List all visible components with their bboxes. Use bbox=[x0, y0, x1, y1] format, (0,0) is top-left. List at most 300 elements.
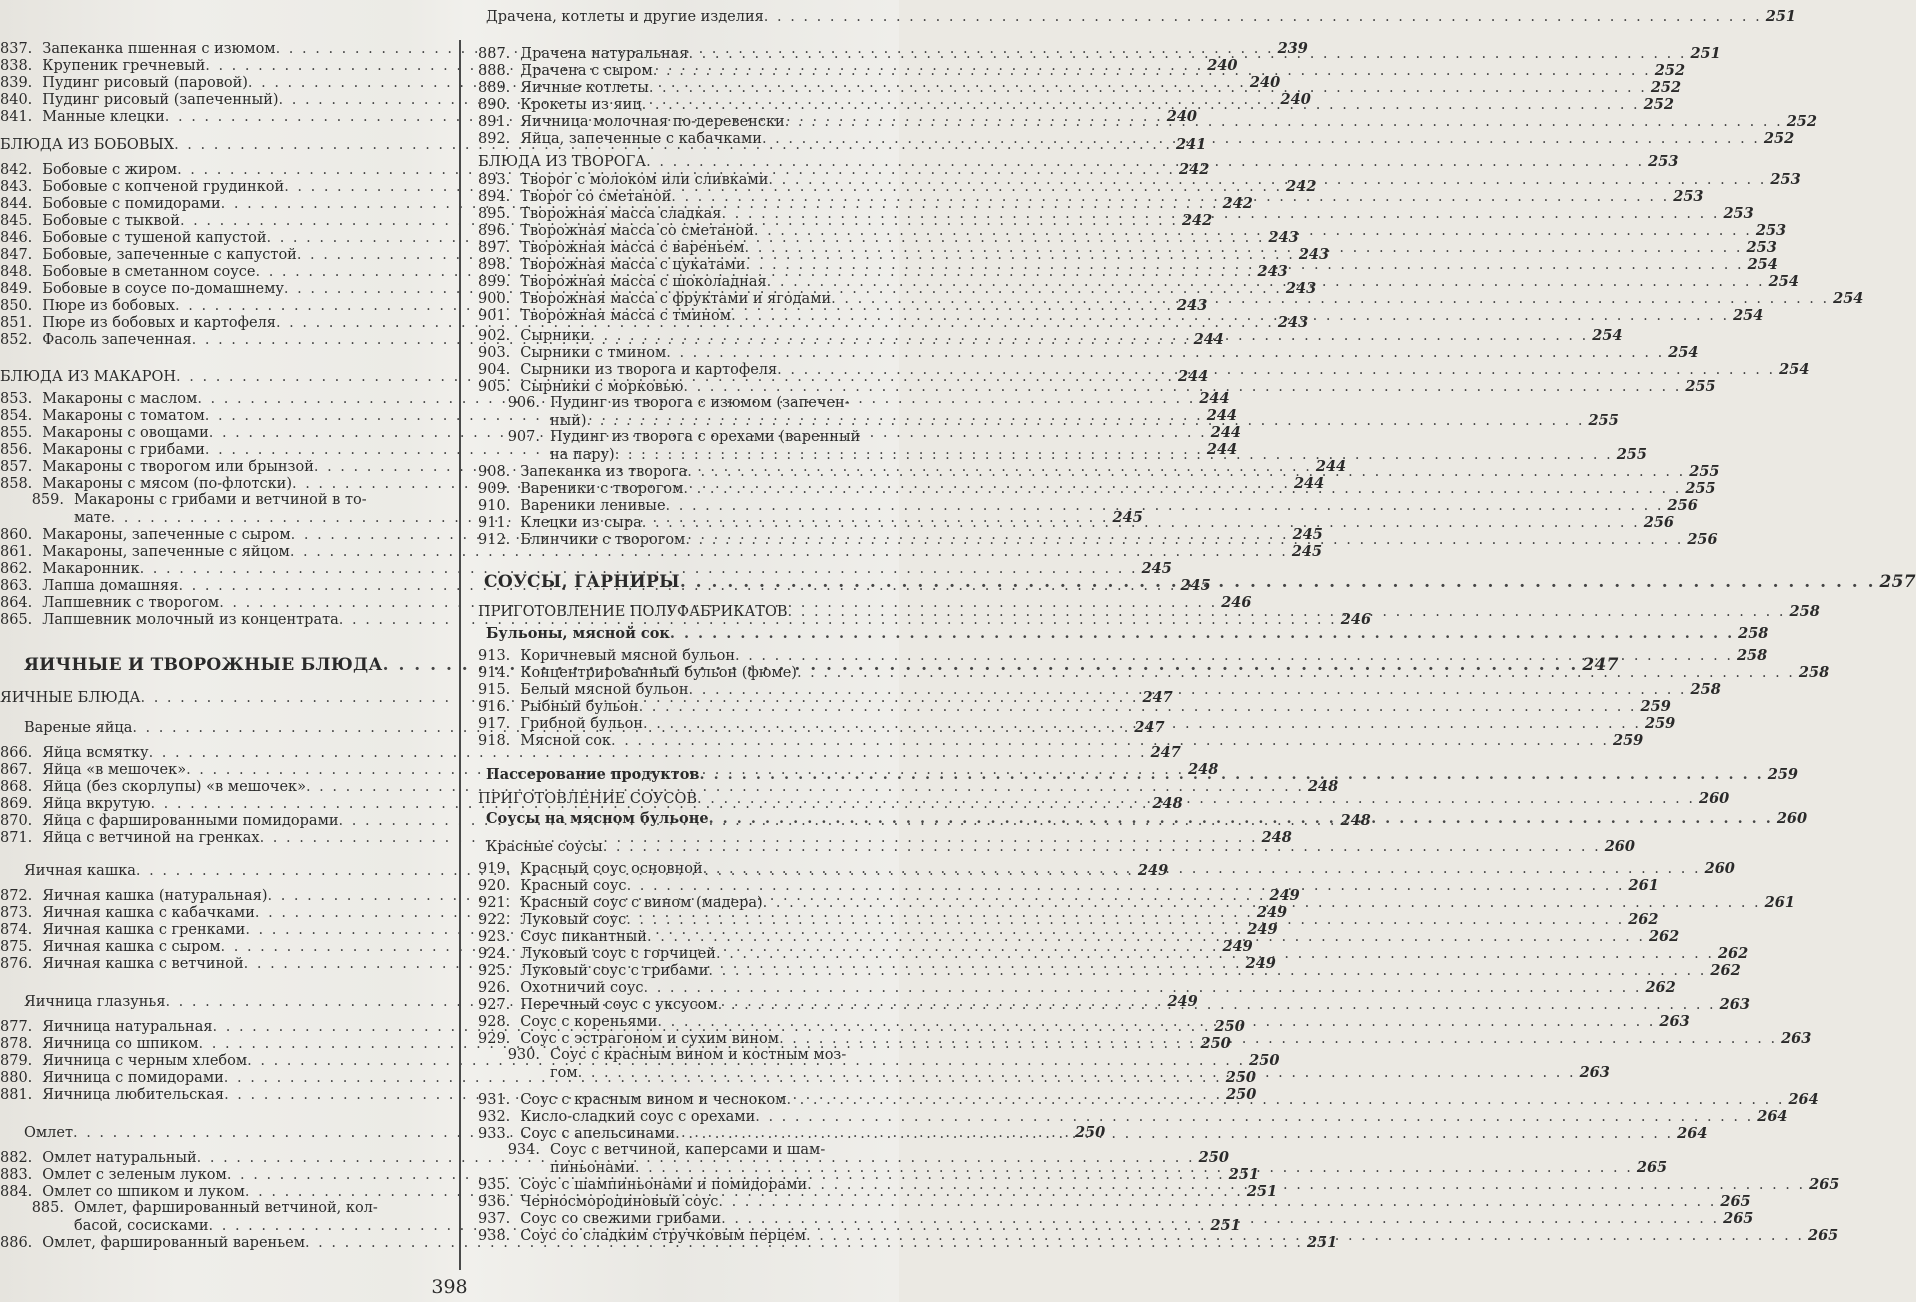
entry-title: Соусы на мясном бульоне bbox=[486, 810, 709, 827]
entry-number: 839. bbox=[0, 75, 33, 91]
entry-number: 876. bbox=[0, 956, 33, 972]
entry-title: Сырники из творога и картофеля bbox=[520, 362, 778, 378]
entry-title: Омлет, фаршированный ветчиной, кол- bbox=[74, 1200, 378, 1216]
entry-page-number: 251 bbox=[1228, 1166, 1260, 1183]
entry-number: 894. bbox=[478, 189, 511, 205]
entry-number: 838. bbox=[0, 58, 33, 74]
entry-number: 870. bbox=[0, 813, 33, 829]
entry-number: 930. bbox=[507, 1047, 540, 1063]
entry-page-number: 245 bbox=[1180, 577, 1211, 594]
entry-title: Творожная масса с шоколадная bbox=[520, 274, 767, 290]
entry-page-number: 254 bbox=[1768, 273, 1799, 290]
entry-title: Пассерование продуктов bbox=[486, 766, 700, 783]
entry-title: Бобовые с помидорами bbox=[42, 196, 221, 212]
entry-title: Яичная кашка с кабачками bbox=[42, 905, 255, 921]
entry-title: Пудинг рисовый (паровой) bbox=[42, 75, 248, 91]
leader-dots bbox=[697, 791, 1695, 808]
entry-number: 910. bbox=[478, 498, 511, 514]
entry-number: 893. bbox=[478, 172, 511, 188]
leader-dots bbox=[590, 328, 1588, 345]
leader-dots bbox=[768, 172, 1766, 189]
entry-number: 923. bbox=[478, 929, 511, 945]
entry-title: Макароны с грибами bbox=[42, 442, 205, 458]
toc-entry bbox=[478, 1047, 899, 1064]
entry-number: 909. bbox=[478, 481, 511, 497]
entry-page-number: 249 bbox=[1256, 904, 1288, 921]
entry-page-number: 256 bbox=[1687, 531, 1718, 548]
entry-number: 921. bbox=[478, 895, 511, 911]
leader-dots bbox=[762, 131, 1760, 148]
toc-subsection-heading bbox=[478, 8, 1797, 26]
entry-title: гом bbox=[550, 1065, 578, 1081]
entry-title: Манные клецки bbox=[42, 109, 165, 125]
entry-title: Драчена, котлеты и другие изделия bbox=[486, 9, 764, 25]
entry-page-number: 245 bbox=[1291, 543, 1323, 560]
entry-number: 849. bbox=[0, 281, 33, 297]
entry-page-number: 241 bbox=[1176, 136, 1207, 153]
entry-number: 892. bbox=[478, 131, 511, 147]
entry-page-number: 265 bbox=[1720, 1193, 1751, 1210]
entry-page-number: 247 bbox=[1134, 719, 1165, 736]
toc-entry bbox=[0, 778, 1339, 796]
entry-title: Красные соусы bbox=[486, 839, 603, 855]
entry-number: 938. bbox=[478, 1228, 511, 1244]
entry-page-number: 251 bbox=[1306, 1234, 1338, 1251]
leader-dots bbox=[666, 345, 1664, 362]
entry-page-number: 260 bbox=[1604, 838, 1635, 855]
entry-number: 869. bbox=[0, 796, 33, 812]
entry-title: мате bbox=[74, 510, 111, 526]
leader-dots bbox=[721, 1211, 1719, 1228]
leader-dots bbox=[643, 716, 1641, 733]
entry-page-number: 247 bbox=[1582, 655, 1619, 675]
entry-number: 854. bbox=[0, 408, 33, 424]
entry-page-number: 250 bbox=[1214, 1018, 1245, 1035]
leader-dots bbox=[767, 274, 1765, 291]
entry-page-number: 250 bbox=[1074, 1124, 1106, 1141]
entry-title: Пудинг рисовый (запеченный) bbox=[42, 92, 279, 108]
entry-page-number: 258 bbox=[1736, 647, 1768, 664]
entry-number: 933. bbox=[478, 1126, 511, 1142]
entry-page-number: 244 bbox=[1206, 441, 1238, 458]
entry-page-number: 254 bbox=[1833, 290, 1864, 307]
entry-page-number: 262 bbox=[1648, 928, 1680, 945]
entry-number: 934. bbox=[507, 1142, 540, 1158]
entry-page-number: 263 bbox=[1719, 996, 1750, 1013]
entry-page-number: 242 bbox=[1179, 161, 1210, 178]
entry-page-number: 243 bbox=[1285, 280, 1317, 297]
entry-title: Красный соус с вином (мадера) bbox=[520, 895, 763, 911]
entry-title: Омлет, фаршированный вареньем bbox=[42, 1235, 305, 1251]
entry-page-number: 243 bbox=[1268, 229, 1299, 246]
leader-dots bbox=[745, 240, 1743, 257]
entry-number: 895. bbox=[478, 206, 511, 222]
entry-title: Яичная кашка с ветчиной bbox=[42, 956, 244, 972]
leader-dots bbox=[647, 929, 1645, 946]
entry-number: 912. bbox=[478, 532, 511, 548]
entry-title: Яйца с фаршированными помидорами bbox=[42, 813, 339, 829]
entry-page-number: 244 bbox=[1315, 458, 1347, 475]
entry-title: СОУСЫ, ГАРНИРЫ bbox=[484, 572, 680, 592]
entry-page-number: 253 bbox=[1770, 171, 1801, 188]
leader-dots bbox=[635, 1160, 1633, 1177]
entry-page-number: 258 bbox=[1738, 625, 1769, 642]
entry-page-number: 258 bbox=[1789, 603, 1820, 620]
entry-page-number: 245 bbox=[1112, 509, 1143, 526]
entry-page-number: 240 bbox=[1280, 91, 1311, 108]
entry-page-number: 254 bbox=[1747, 256, 1778, 273]
entry-title: Фасоль запеченная bbox=[42, 332, 192, 348]
entry-title: Сырники с тмином bbox=[520, 345, 667, 361]
entry-page-number: 255 bbox=[1616, 446, 1647, 463]
entry-title: Луковый соус с грибами bbox=[520, 963, 709, 979]
toc-entry bbox=[0, 543, 1323, 561]
toc-entry bbox=[478, 344, 1699, 362]
entry-page-number: 246 bbox=[1221, 594, 1252, 611]
entry-title: Черносмородиновый соус bbox=[520, 1194, 719, 1210]
entry-number: 859. bbox=[31, 492, 64, 508]
entry-title: Яичная кашка bbox=[24, 863, 136, 879]
toc-entry bbox=[478, 429, 899, 446]
entry-number: 874. bbox=[0, 922, 33, 938]
toc-entry bbox=[478, 979, 1676, 997]
leader-dots bbox=[755, 1109, 1753, 1126]
entry-page-number: 264 bbox=[1757, 1108, 1788, 1125]
entry-page-number: 258 bbox=[1690, 681, 1721, 698]
entry-title: Творожная масса с цукатами bbox=[520, 257, 746, 273]
entry-number: 903. bbox=[478, 345, 511, 361]
entry-title: Блинчики с творогом bbox=[520, 532, 686, 548]
entry-number: 844. bbox=[0, 196, 33, 212]
entry-page-number: 248 bbox=[1261, 829, 1292, 846]
entry-title: Перечный соус с уксусом bbox=[520, 997, 718, 1013]
leader-dots bbox=[670, 625, 1734, 642]
entry-title: ЯИЧНЫЕ И ТВОРОЖНЫЕ БЛЮДА bbox=[24, 655, 383, 675]
toc-entry bbox=[0, 1200, 448, 1217]
entry-page-number: 263 bbox=[1659, 1013, 1690, 1030]
entry-title: Макароны с маслом bbox=[42, 391, 198, 407]
entry-title: Яичная кашка (натуральная) bbox=[42, 888, 268, 904]
entry-title: Пудинг из творога с орехами (варенный bbox=[550, 429, 861, 445]
entry-number: 917. bbox=[478, 716, 511, 732]
entry-number: 852. bbox=[0, 332, 33, 348]
entry-number: 872. bbox=[0, 888, 33, 904]
leader-dots bbox=[685, 532, 1683, 549]
entry-title: Яичная кашка с гренками bbox=[42, 922, 246, 938]
entry-page-number: 253 bbox=[1755, 222, 1787, 239]
entry-number: 879. bbox=[0, 1053, 33, 1069]
entry-title: БЛЮДА ИЗ ТВОРОГА bbox=[478, 154, 647, 170]
entry-page-number: 240 bbox=[1166, 108, 1198, 125]
toc-entry bbox=[478, 378, 1716, 396]
entry-page-number: 250 bbox=[1226, 1086, 1257, 1103]
entry-number: 897. bbox=[478, 240, 511, 256]
leader-dots bbox=[788, 604, 1786, 621]
entry-title: Крупеник гречневый bbox=[42, 58, 206, 74]
entry-page-number: 254 bbox=[1668, 344, 1699, 361]
entry-page-number: 250 bbox=[1198, 1149, 1229, 1166]
entry-page-number: 256 bbox=[1643, 514, 1675, 531]
entry-title: БЛЮДА ИЗ БОБОВЫХ bbox=[0, 137, 175, 153]
entry-page-number: 240 bbox=[1249, 74, 1281, 91]
entry-page-number: 249 bbox=[1247, 921, 1278, 938]
entry-page-number: 244 bbox=[1206, 407, 1238, 424]
entry-page-number: 255 bbox=[1685, 378, 1716, 395]
entry-page-number: 264 bbox=[1677, 1125, 1708, 1142]
leader-dots bbox=[731, 308, 1729, 325]
entry-page-number: 261 bbox=[1628, 877, 1659, 894]
entry-title: Белый мясной бульон bbox=[520, 682, 689, 698]
entry-page-number: 264 bbox=[1788, 1091, 1819, 1108]
entry-number: 886. bbox=[0, 1235, 33, 1251]
entry-title: Творог со сметаной bbox=[520, 189, 672, 205]
entry-page-number: 252 bbox=[1654, 62, 1686, 79]
entry-number: 864. bbox=[0, 595, 33, 611]
entry-number: 862. bbox=[0, 561, 33, 577]
toc-entry bbox=[478, 1108, 1788, 1126]
entry-page-number: 263 bbox=[1781, 1030, 1812, 1047]
entry-title: Лапша домашняя bbox=[42, 578, 179, 594]
leader-dots bbox=[683, 379, 1681, 396]
entry-number: 881. bbox=[0, 1087, 33, 1103]
entry-title: Драчена с сыром bbox=[520, 63, 653, 79]
toc-entry bbox=[478, 1193, 1751, 1211]
leader-dots bbox=[807, 1177, 1805, 1194]
entry-title: Луковый соус с горчицей bbox=[520, 946, 716, 962]
entry-number: 919. bbox=[478, 861, 511, 877]
entry-title: Запеканка из творога bbox=[520, 464, 688, 480]
entry-page-number: 249 bbox=[1269, 887, 1300, 904]
entry-title: Рыбный бульон bbox=[520, 699, 639, 715]
entry-title: Макароны с мясом (по-флотски) bbox=[42, 476, 292, 492]
entry-title: Коричневый мясной бульон bbox=[520, 648, 735, 664]
entry-number: 873. bbox=[0, 905, 33, 921]
entry-number: 884. bbox=[0, 1184, 33, 1200]
entry-number: 891. bbox=[478, 114, 511, 130]
leader-dots bbox=[797, 665, 1795, 682]
entry-title: Яйца (без скорлупы) «в мешочек» bbox=[42, 779, 306, 795]
entry-title: Яичная кашка с сыром bbox=[42, 939, 221, 955]
entry-title: Макароны с овощами bbox=[42, 425, 209, 441]
entry-title: Омлет bbox=[24, 1125, 73, 1141]
toc-entry bbox=[478, 497, 1698, 515]
entry-number: 851. bbox=[0, 315, 33, 331]
entry-page-number: 244 bbox=[1199, 390, 1230, 407]
entry-page-number: 247 bbox=[1150, 744, 1181, 761]
entry-number: 840. bbox=[0, 92, 33, 108]
entry-number: 863. bbox=[0, 578, 33, 594]
entry-page-number: 242 bbox=[1222, 195, 1253, 212]
leader-dots bbox=[746, 257, 1744, 274]
entry-title: Соус с красным вином и чесноком bbox=[520, 1092, 787, 1108]
entry-title: Творожная масса сладкая bbox=[520, 206, 722, 222]
entry-number: 904. bbox=[478, 362, 511, 378]
entry-number: 865. bbox=[0, 612, 33, 628]
entry-page-number: 265 bbox=[1807, 1227, 1839, 1244]
toc-entry bbox=[478, 395, 899, 412]
leader-dots bbox=[786, 1092, 1784, 1109]
entry-page-number: 262 bbox=[1710, 962, 1741, 979]
entry-page-number: 251 bbox=[1210, 1217, 1241, 1234]
entry-title: Яичница с черным хлебом bbox=[42, 1053, 248, 1069]
entry-title: Яйца «в мешочек» bbox=[42, 762, 187, 778]
entry-number: 868. bbox=[0, 779, 33, 795]
leader-dots bbox=[718, 1194, 1716, 1211]
entry-title: Творожная масса с вареньем bbox=[520, 240, 745, 256]
entry-page-number: 246 bbox=[1340, 611, 1372, 628]
entry-page-number: 259 bbox=[1640, 698, 1671, 715]
entry-title: Творог с молоком или сливками bbox=[520, 172, 769, 188]
entry-number: 890. bbox=[478, 97, 511, 113]
entry-number: 856. bbox=[0, 442, 33, 458]
entry-title: Соус с апельсинами bbox=[520, 1126, 676, 1142]
leader-dots bbox=[779, 1031, 1777, 1048]
entry-number: 925. bbox=[478, 963, 511, 979]
entry-page-number: 251 bbox=[1690, 45, 1721, 62]
entry-title: Грибной бульон bbox=[520, 716, 644, 732]
entry-page-number: 251 bbox=[1765, 8, 1797, 25]
entry-title: Яйца всмятку bbox=[42, 745, 149, 761]
entry-number: 911. bbox=[478, 515, 511, 531]
entry-number: 916. bbox=[478, 699, 511, 715]
entry-number: 842. bbox=[0, 162, 33, 178]
entry-title: Красный соус bbox=[520, 878, 627, 894]
entry-number: 847. bbox=[0, 247, 33, 263]
entry-page-number: 248 bbox=[1307, 778, 1339, 795]
entry-page-number: 252 bbox=[1763, 130, 1795, 147]
entry-number: 924. bbox=[478, 946, 511, 962]
leader-dots bbox=[626, 912, 1624, 929]
entry-title: Бобовые в сметанном соусе bbox=[42, 264, 256, 280]
entry-page-number: 254 bbox=[1779, 361, 1810, 378]
entry-page-number: 259 bbox=[1767, 766, 1799, 783]
entry-title: Запеканка пшенная с изюмом bbox=[42, 41, 276, 57]
entry-page-number: 262 bbox=[1628, 911, 1659, 928]
leader-dots bbox=[653, 63, 1651, 80]
leader-dots bbox=[611, 733, 1609, 750]
leader-dots bbox=[666, 498, 1664, 515]
entry-page-number: 250 bbox=[1225, 1069, 1257, 1086]
entry-number: 887. bbox=[478, 46, 511, 62]
entry-number: 927. bbox=[478, 997, 511, 1013]
leader-dots bbox=[657, 1014, 1655, 1031]
entry-title: Пюре из бобовых bbox=[42, 298, 176, 314]
entry-page-number: 252 bbox=[1650, 79, 1682, 96]
entry-page-number: 261 bbox=[1764, 894, 1795, 911]
entry-page-number: 256 bbox=[1667, 497, 1698, 514]
entry-title: Пудинг из творога с изюмом (запечен- bbox=[550, 395, 850, 411]
entry-number: 902. bbox=[478, 328, 511, 344]
entry-title: Бобовые с жиром bbox=[42, 162, 178, 178]
leader-dots bbox=[754, 223, 1752, 240]
entry-page-number: 253 bbox=[1673, 188, 1704, 205]
entry-page-number: 249 bbox=[1222, 938, 1253, 955]
entry-page-number: 255 bbox=[1588, 412, 1619, 429]
leader-dots bbox=[777, 362, 1775, 379]
entry-title: Омлет с зеленым луком bbox=[42, 1167, 227, 1183]
entry-page-number: 240 bbox=[1207, 57, 1238, 74]
entry-number: 858. bbox=[0, 476, 33, 492]
leader-dots bbox=[642, 97, 1640, 114]
leader-dots bbox=[627, 878, 1625, 895]
entry-title: Бобовые с тушеной капустой bbox=[42, 230, 267, 246]
entry-page-number: 248 bbox=[1152, 795, 1183, 812]
entry-number: 936. bbox=[478, 1194, 511, 1210]
entry-title: Бобовые с копченой грудинкой bbox=[42, 179, 285, 195]
leader-dots bbox=[688, 46, 1686, 63]
entry-number: 888. bbox=[478, 63, 511, 79]
toc-entry bbox=[478, 1142, 899, 1159]
entry-title: Сырники bbox=[520, 328, 591, 344]
entry-number: 937. bbox=[478, 1211, 511, 1227]
entry-title: Бобовые в соусе по-домашнему bbox=[42, 281, 284, 297]
entry-page-number: 243 bbox=[1257, 263, 1288, 280]
entry-number: 855. bbox=[0, 425, 33, 441]
entry-page-number: 255 bbox=[1685, 480, 1716, 497]
entry-number: 926. bbox=[478, 980, 511, 996]
toc-entry bbox=[478, 877, 1659, 895]
entry-number: 896. bbox=[478, 223, 511, 239]
entry-page-number: 262 bbox=[1717, 945, 1749, 962]
entry-number: 883. bbox=[0, 1167, 33, 1183]
entry-title: Клецки из сыра bbox=[520, 515, 642, 531]
leader-dots bbox=[680, 574, 1876, 591]
entry-number: 880. bbox=[0, 1070, 33, 1086]
entry-page-number: 243 bbox=[1298, 246, 1330, 263]
entry-page-number: 260 bbox=[1704, 860, 1735, 877]
entry-page-number: 247 bbox=[1142, 689, 1173, 706]
leader-dots bbox=[675, 1126, 1673, 1143]
entry-number: 857. bbox=[0, 459, 33, 475]
entry-page-number: 248 bbox=[1188, 761, 1219, 778]
leader-dots bbox=[671, 189, 1669, 206]
entry-number: 898. bbox=[478, 257, 511, 273]
entry-page-number: 239 bbox=[1277, 40, 1308, 57]
entry-page-number: 250 bbox=[1200, 1035, 1231, 1052]
entry-page-number: 258 bbox=[1798, 664, 1830, 681]
entry-title: Бульоны, мясной сок bbox=[486, 625, 670, 642]
page-number: 398 bbox=[431, 1276, 468, 1298]
entry-page-number: 259 bbox=[1645, 715, 1676, 732]
toc-entry bbox=[478, 732, 1644, 750]
leader-dots bbox=[639, 699, 1637, 716]
entry-page-number: 253 bbox=[1723, 205, 1754, 222]
entry-page-number: 242 bbox=[1286, 178, 1317, 195]
entry-title: Яичница глазунья bbox=[24, 994, 166, 1010]
leader-dots bbox=[649, 80, 1647, 97]
entry-title: Соус с шампиньонами и помидорами bbox=[520, 1177, 808, 1193]
leader-dots bbox=[785, 114, 1783, 131]
entry-page-number: 243 bbox=[1277, 314, 1309, 331]
entry-number: 837. bbox=[0, 41, 33, 57]
entry-page-number: 245 bbox=[1292, 526, 1323, 543]
entry-number: 882. bbox=[0, 1150, 33, 1166]
entry-title: Крокеты из яиц bbox=[520, 97, 642, 113]
entry-page-number: 253 bbox=[1746, 239, 1777, 256]
entry-page-number: 260 bbox=[1776, 810, 1808, 827]
entry-page-number: 257 bbox=[1879, 572, 1916, 592]
entry-title: Яичница со шпиком bbox=[42, 1036, 199, 1052]
entry-title: Соус с кореньями bbox=[520, 1014, 658, 1030]
entry-page-number: 254 bbox=[1592, 327, 1623, 344]
entry-number: 866. bbox=[0, 745, 33, 761]
entry-page-number: 252 bbox=[1643, 96, 1674, 113]
entry-title: басой, сосисками bbox=[74, 1218, 209, 1234]
entry-number: 841. bbox=[0, 109, 33, 125]
entry-number: 885. bbox=[31, 1200, 64, 1216]
entry-title: Вареники с творогом bbox=[520, 481, 684, 497]
entry-title: Яичные котлеты bbox=[520, 80, 649, 96]
